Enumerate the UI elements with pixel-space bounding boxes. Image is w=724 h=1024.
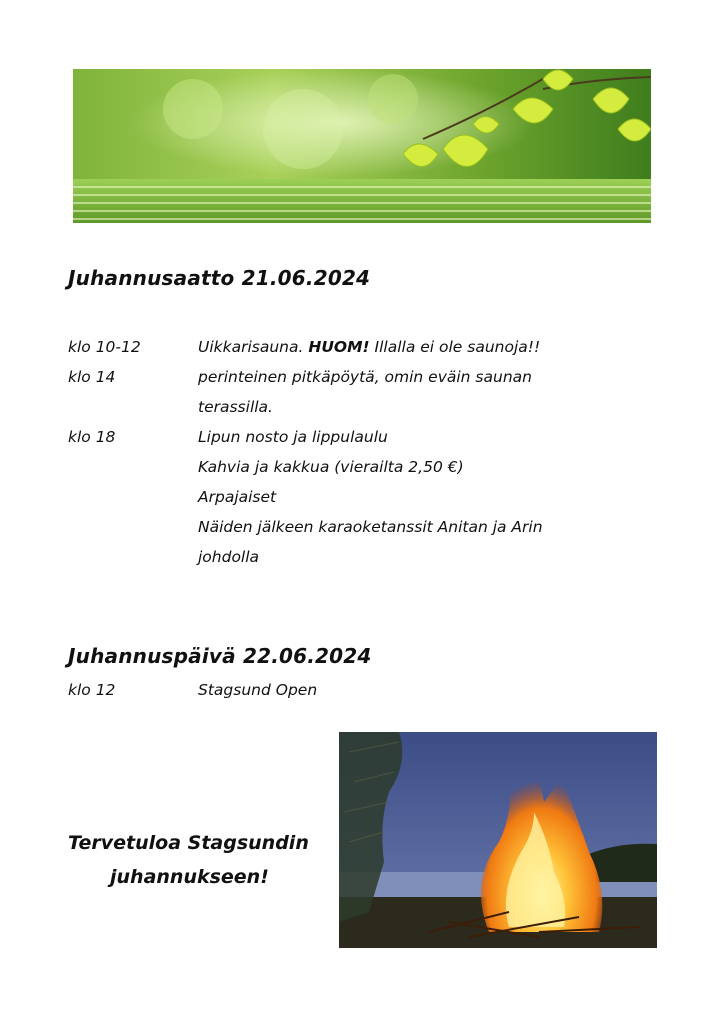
event-text: Uikkarisauna. HUOM! Illalla ei ole saunoja!!	[198, 338, 541, 356]
welcome-line-2: juhannukseen!	[110, 866, 269, 888]
time-label: klo 10-12	[68, 338, 141, 356]
event-text: johdolla	[198, 548, 260, 566]
event-text: Stagsund Open	[198, 681, 318, 699]
event-text: terassilla.	[198, 398, 273, 416]
bonfire-image	[339, 732, 657, 948]
time-label: klo 12	[68, 681, 116, 699]
event-text: Näiden jälkeen karaoketanssit Anitan ja Arin	[198, 518, 543, 536]
event-text: Lipun nosto ja lippulaulu	[198, 428, 388, 446]
heading-juhannuspaiva: Juhannuspäivä 22.06.2024	[68, 644, 372, 668]
birch-leaves-banner-image	[73, 69, 651, 223]
welcome-message	[68, 826, 318, 894]
time-label: klo 18	[68, 428, 116, 446]
event-text: Kahvia ja kakkua (vierailta 2,50 €)	[198, 458, 464, 476]
heading-juhannusaatto: Juhannusaatto 21.06.2024	[68, 266, 371, 290]
time-label: klo 14	[68, 368, 116, 386]
event-text: perinteinen pitkäpöytä, omin eväin saunan	[198, 368, 532, 386]
welcome-line-1: Tervetuloa Stagsundin	[68, 832, 309, 854]
event-text: Arpajaiset	[198, 488, 277, 506]
